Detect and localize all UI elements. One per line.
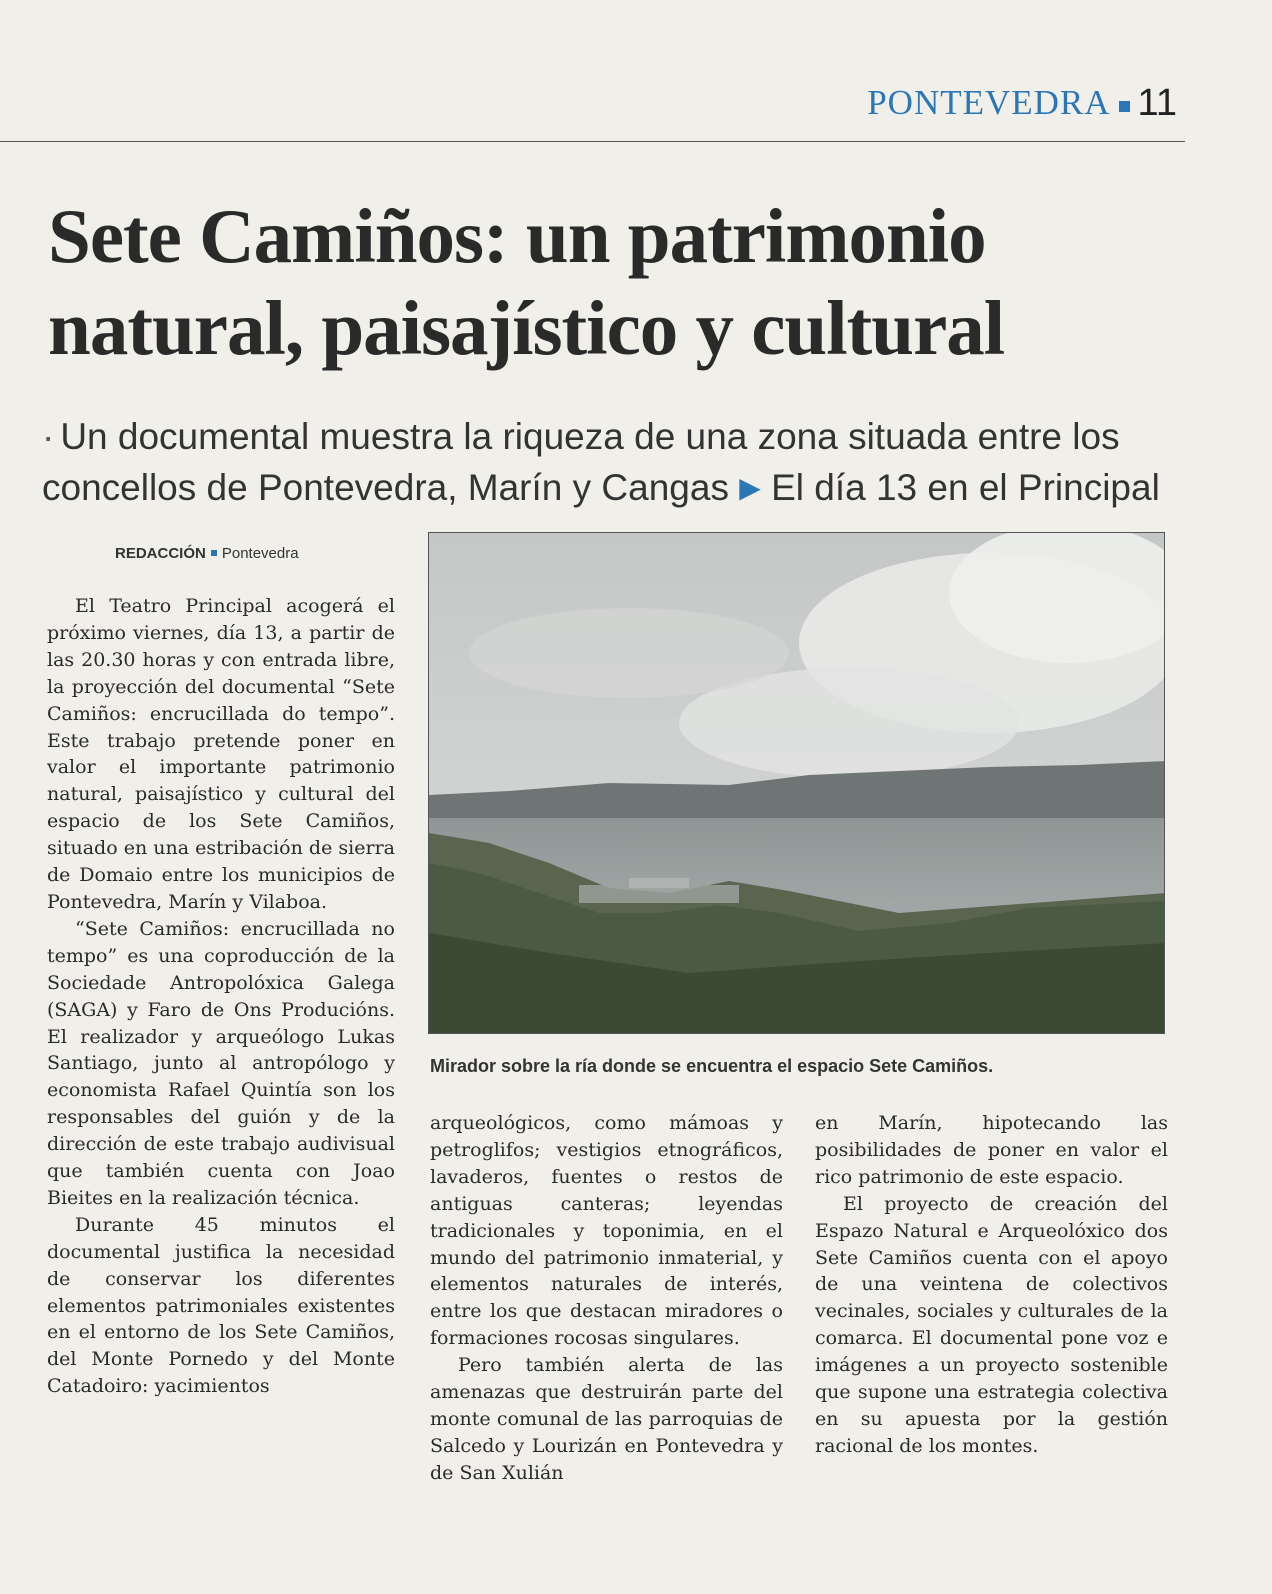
- headline-line-1: Sete Camiños: un patrimonio: [48, 193, 986, 279]
- article-column-1: [47, 593, 395, 1400]
- subhead-line-1: · Un documental muestra la riqueza de una zona situada entre los: [42, 416, 1120, 457]
- article-paragraph: “Sete Camiños: encrucillada no tempo” es una coproducción de la Sociedade Antropolóxica Galega (SAGA) y Faro de Ons Producións. El realizador y arqueólogo Lukas Santiago, junto al antropólogo y economista Rafael Quintía son los responsables del guión y de la dirección de este trabajo audivisual que también cuenta con Joao Bieites en la realización técnica.: [47, 917, 395, 1209]
- article-photo: [428, 532, 1165, 1034]
- headline: [48, 190, 1208, 374]
- photo-caption: Mirador sobre la ría donde se encuentra el espacio Sete Camiños.: [430, 1056, 994, 1076]
- triangle-right-icon: ▶: [739, 472, 761, 503]
- byline-author: REDACCIÓN: [115, 545, 206, 562]
- section-name: PONTEVEDRA: [867, 83, 1111, 122]
- byline: [115, 545, 299, 562]
- article-paragraph: Durante 45 minutos el documental justifica la necesidad de conservar los diferentes elementos patrimoniales existentes en el entorno de los Sete Camiños, del Monte Pornedo y del Monte Catadoiro: yacimientos: [47, 1213, 395, 1398]
- landscape-photo-illustration: [429, 533, 1165, 1034]
- square-bullet-icon: [1119, 101, 1130, 112]
- article-paragraph: El Teatro Principal acogerá el próximo viernes, día 13, a partir de las 20.30 horas y con entrada libre, la proyección del documental “Sete Camiños: encrucillada do tempo”. Este trabajo pretende poner en valor el importante patrimonio natural, paisajístico y cultural del espacio de los Sete Camiños, situado en una estribación de sierra de Domaio entre los municipios de Pontevedra, Marín y Vilaboa.: [47, 595, 395, 913]
- headline-line-2: natural, paisajístico y cultural: [48, 285, 1005, 371]
- page-number: 11: [1137, 81, 1177, 124]
- subheadline: [42, 411, 1202, 513]
- subhead-line-2: concellos de Pontevedra, Marín y Cangas ▶ El día 13 en el Principal: [42, 467, 1160, 508]
- article-paragraph: en Marín, hipotecando las posibilidades de poner en valor el rico patrimonio de este espacio.: [815, 1112, 1168, 1188]
- byline-place: Pontevedra: [221, 545, 299, 562]
- page-header: [867, 78, 1177, 128]
- article-column-3: [815, 1110, 1168, 1460]
- header-divider: [0, 141, 1185, 142]
- article-paragraph: arqueológicos, como mámoas y petroglifos; vestigios etnográficos, lavaderos, fuentes o restos de antiguas canteras; leyendas tradicionales y toponimia, en el mundo del patrimonio inmaterial, y elementos naturales de interés, entre los que destacan miradores o formaciones rocosas singulares.: [430, 1112, 783, 1350]
- article-column-2: [430, 1110, 783, 1487]
- article-paragraph: El proyecto de creación del Espazo Natural e Arqueolóxico dos Sete Camiños cuenta con el apoyo de una veintena de colectivos vecinales, sociales y culturales de la comarca. El documental pone voz e imágenes a un proyecto sostenible que supone una estrategia colectiva en su apuesta por la gestión racional de los montes.: [815, 1192, 1168, 1457]
- article-paragraph: Pero también alerta de las amenazas que destruirán parte del monte comunal de las parroquias de Salcedo y Lourizán en Pontevedra y de San Xulián: [430, 1354, 783, 1484]
- square-bullet-icon: [211, 550, 217, 556]
